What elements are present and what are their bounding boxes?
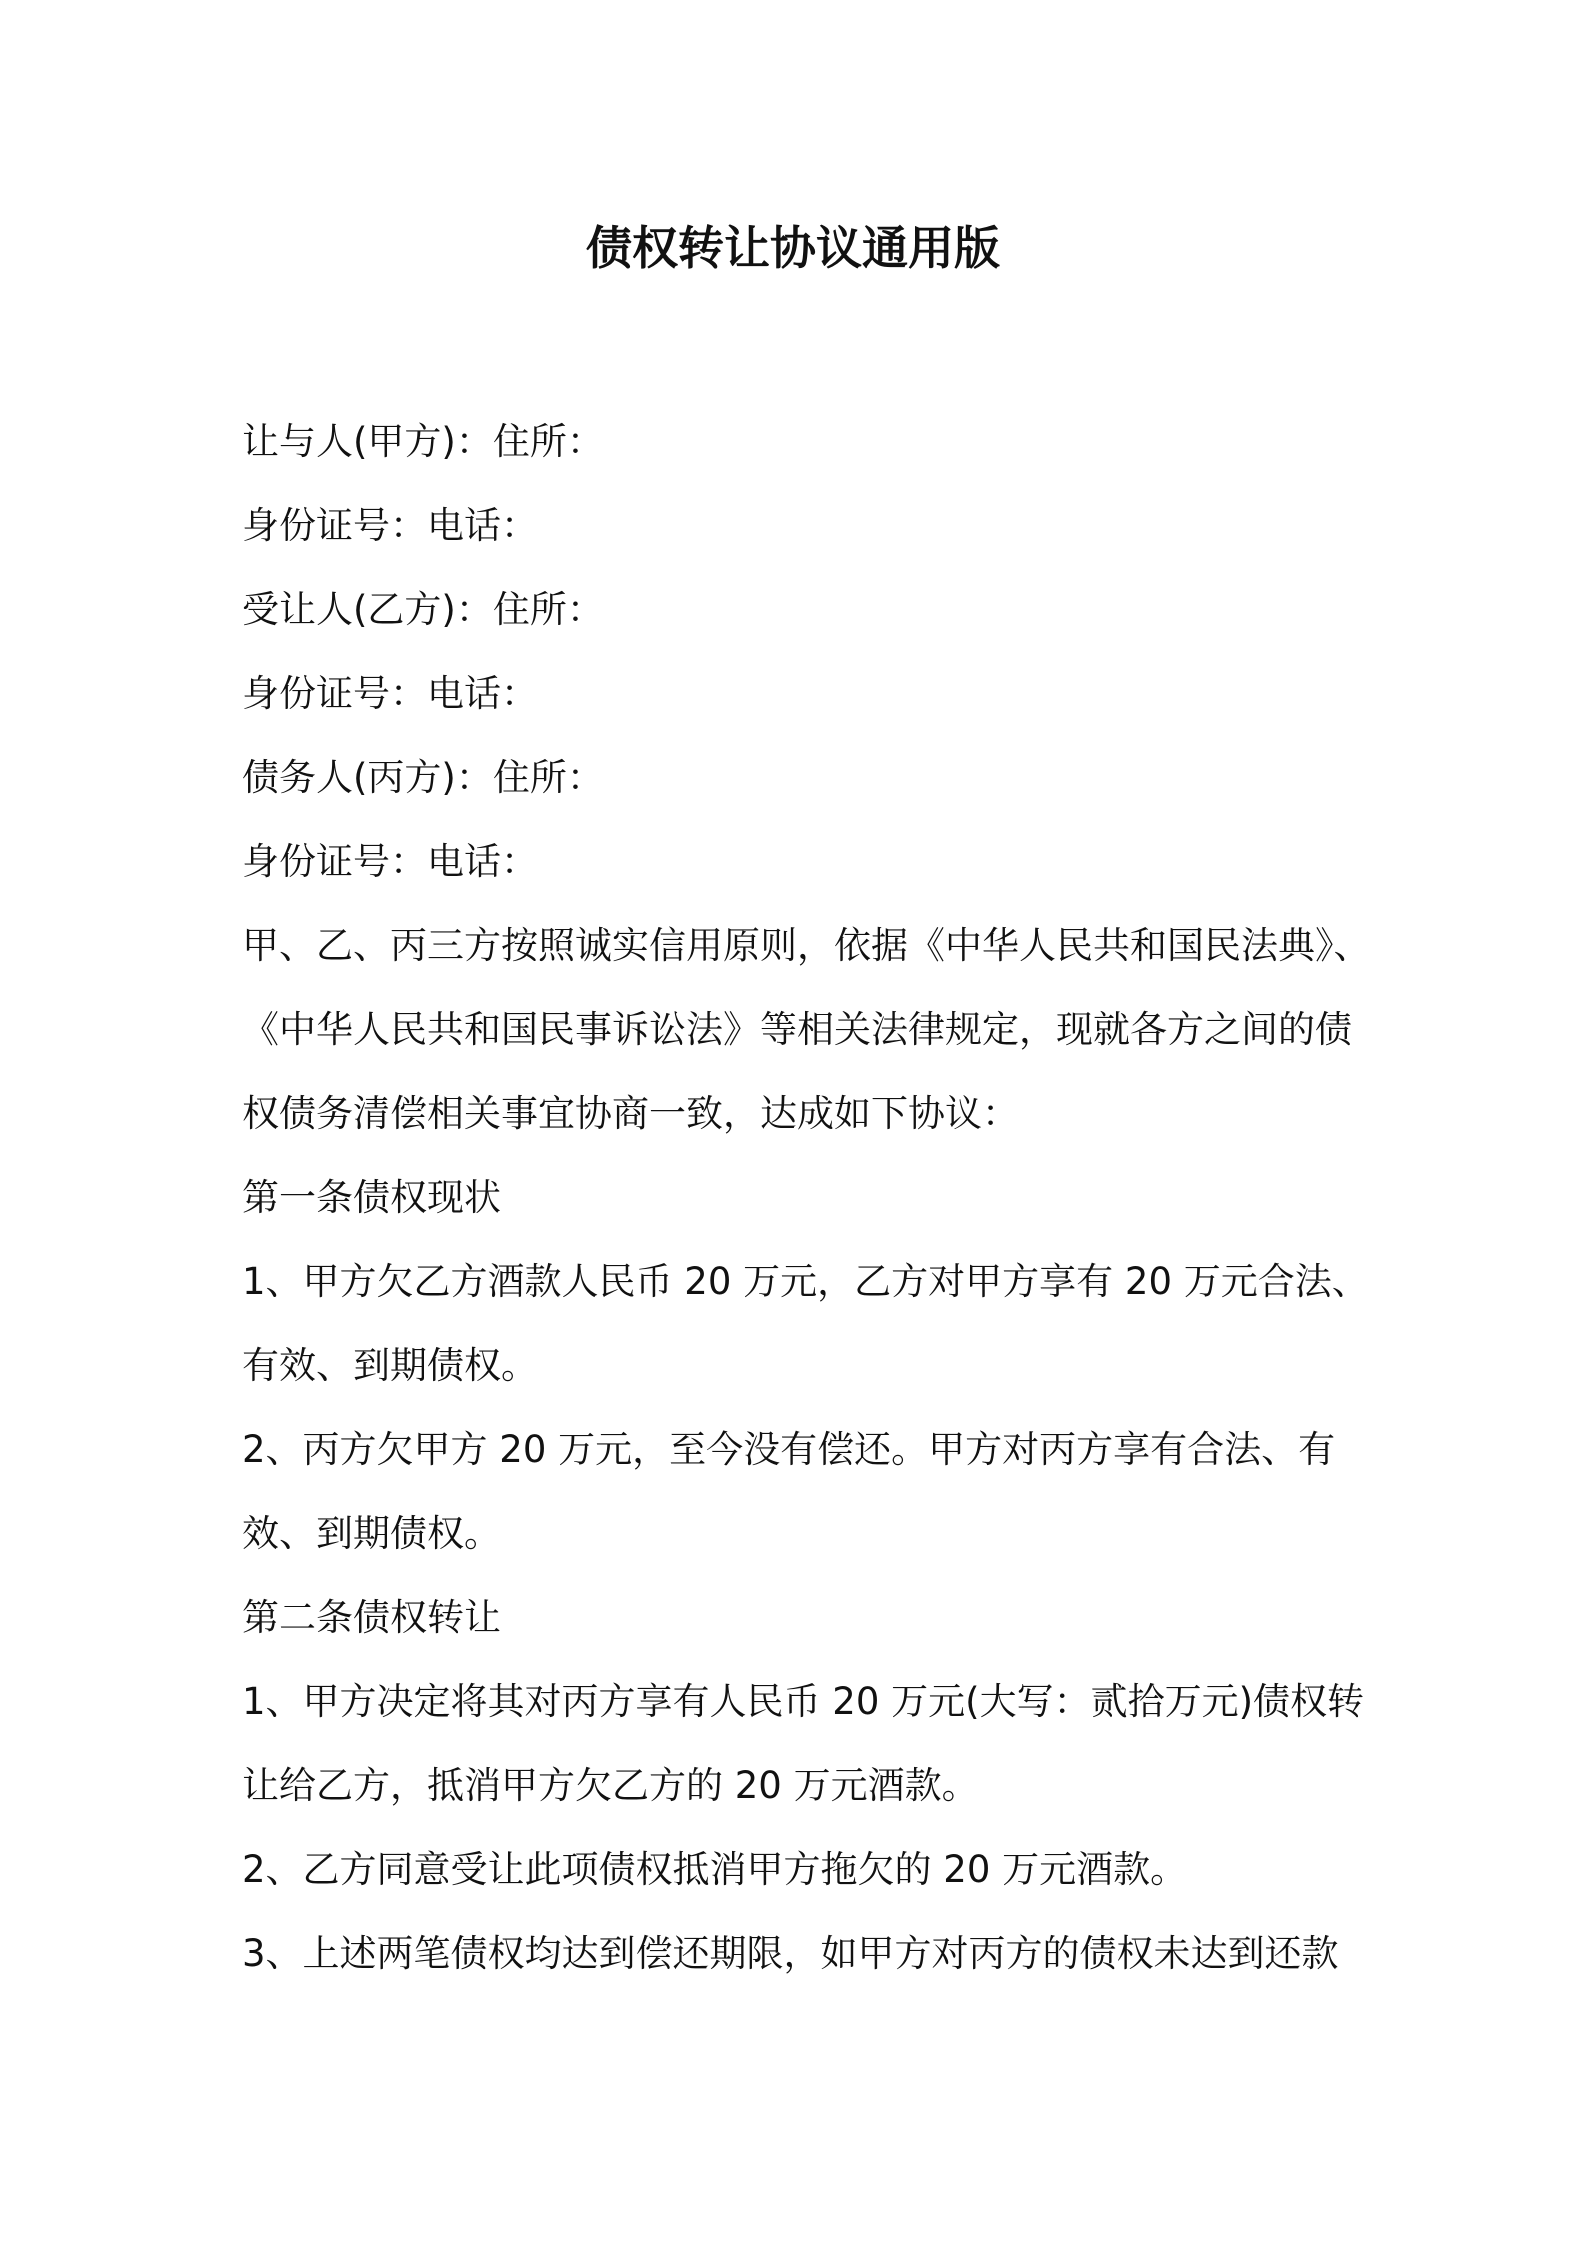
article-1-clause-1-line-2: 有效、到期债权。: [242, 1344, 538, 1387]
debtor-id-phone-line: 身份证号：电话：: [242, 840, 538, 883]
article-2-clause-1-line-2: 让给乙方，抵消甲方欠乙方的 20 万元酒款。: [242, 1764, 979, 1807]
document-title: 债权转让协议通用版: [586, 221, 1000, 275]
preamble-line-1: 甲、乙、丙三方按照诚实信用原则，依据《中华人民共和国民法典》、: [242, 924, 1371, 967]
assignor-id-phone-line: 身份证号：电话：: [242, 504, 538, 547]
article-1-clause-2-line-1: 2、丙方欠甲方 20 万元，至今没有偿还。甲方对丙方享有合法、有: [242, 1428, 1336, 1471]
article-1-clause-1-line-1: 1、甲方欠乙方酒款人民币 20 万元，乙方对甲方享有 20 万元合法、: [242, 1260, 1369, 1303]
article-2-clause-2-line: 2、乙方同意受让此项债权抵消甲方拖欠的 20 万元酒款。: [242, 1848, 1188, 1891]
debtor-info-line: 债务人(丙方)：住所：: [242, 756, 604, 799]
preamble-line-2: 《中华人民共和国民事诉讼法》等相关法律规定，现就各方之间的债: [242, 1008, 1352, 1051]
article-2-heading: 第二条债权转让: [242, 1596, 501, 1639]
assignee-info-line: 受让人(乙方)：住所：: [242, 588, 604, 631]
article-1-heading: 第一条债权现状: [242, 1176, 501, 1219]
article-1-clause-2-line-2: 效、到期债权。: [242, 1512, 501, 1555]
preamble-line-3: 权债务清偿相关事宜协商一致，达成如下协议：: [242, 1092, 1019, 1135]
article-2-clause-3-line-1: 3、上述两笔债权均达到偿还期限，如甲方对丙方的债权未达到还款: [242, 1932, 1339, 1975]
assignee-id-phone-line: 身份证号：电话：: [242, 672, 538, 715]
assignor-info-line: 让与人(甲方)：住所：: [242, 420, 604, 463]
article-2-clause-1-line-1: 1、甲方决定将其对丙方享有人民币 20 万元(大写：贰拾万元)债权转: [242, 1680, 1365, 1723]
